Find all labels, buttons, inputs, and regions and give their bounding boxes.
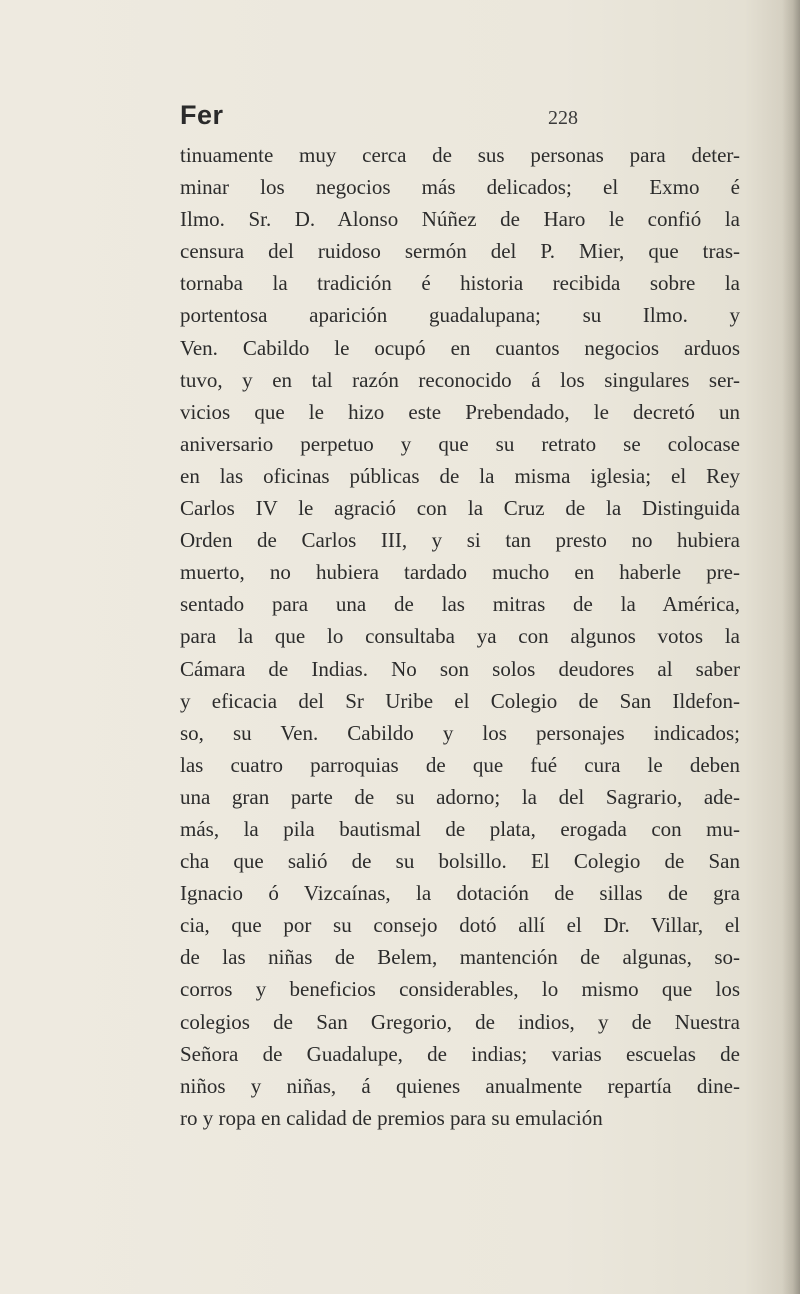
text-line: Ilmo. Sr. D. Alonso Núñez de Haro le confió la bbox=[180, 207, 740, 232]
text-line: tornaba la tradición é historia recibida sobre la bbox=[180, 271, 740, 296]
running-head: Fer bbox=[180, 100, 224, 130]
page-edge-shadow bbox=[782, 0, 800, 1294]
text-line: más, la pila bautismal de plata, erogada con mu- bbox=[180, 816, 740, 841]
text-line: Ignacio ó Vizcaínas, la dotación de sillas de gra bbox=[180, 881, 740, 906]
page-number: 228 bbox=[548, 107, 578, 129]
text-line: aniversario perpetuo y que su retrato se colocase bbox=[180, 431, 740, 456]
text-line: en las oficinas públicas de la misma iglesia; el Rey bbox=[180, 463, 740, 488]
text-line: muerto, no hubiera tardado mucho en haberle pre- bbox=[180, 560, 740, 585]
text-line: de las niñas de Belem, mantención de algunas, so- bbox=[180, 945, 740, 970]
text-line: las cuatro parroquias de que fué cura le deben bbox=[180, 752, 740, 777]
text-line: censura del ruidoso sermón del P. Mier, que tras- bbox=[180, 239, 740, 264]
text-line: niños y niñas, á quienes anualmente repartía dine- bbox=[180, 1073, 740, 1098]
text-line: cha que salió de su bolsillo. El Colegio de San bbox=[180, 849, 740, 874]
text-line: ro y ropa en calidad de premios para su emulación bbox=[180, 1105, 603, 1130]
text-line: para la que lo consultaba ya con algunos votos la bbox=[180, 624, 740, 649]
text-line: so, su Ven. Cabildo y los personajes indicados; bbox=[180, 720, 740, 745]
body-text bbox=[180, 139, 740, 1134]
text-line: corros y beneficios considerables, lo mismo que los bbox=[180, 977, 740, 1002]
text-line: Señora de Guadalupe, de indias; varias escuelas de bbox=[180, 1041, 740, 1066]
text-line: portentosa aparición guadalupana; su Ilmo. y bbox=[180, 303, 740, 328]
text-line: sentado para una de las mitras de la América, bbox=[180, 592, 740, 617]
text-line: Carlos IV le agració con la Cruz de la Distinguida bbox=[180, 496, 740, 521]
text-line: una gran parte de su adorno; la del Sagrario, ade- bbox=[180, 784, 740, 809]
text-line: y eficacia del Sr Uribe el Colegio de San Ildefon- bbox=[180, 688, 740, 713]
text-line: tinuamente muy cerca de sus personas para deter- bbox=[180, 143, 740, 167]
text-line: vicios que le hizo este Prebendado, le decretó un bbox=[180, 399, 740, 424]
text-line: Ven. Cabildo le ocupó en cuantos negocios arduos bbox=[180, 335, 740, 360]
text-line: Cámara de Indias. No son solos deudores al saber bbox=[180, 656, 740, 681]
text-line: cia, que por su consejo dotó allí el Dr. Villar, el bbox=[180, 913, 740, 938]
text-line: tuvo, y en tal razón reconocido á los singulares ser- bbox=[180, 367, 740, 392]
text-line: minar los negocios más delicados; el Exmo é bbox=[180, 175, 740, 200]
text-line: Orden de Carlos III, y si tan presto no hubiera bbox=[180, 528, 740, 553]
text-line: colegios de San Gregorio, de indios, y de Nuestra bbox=[180, 1009, 740, 1034]
